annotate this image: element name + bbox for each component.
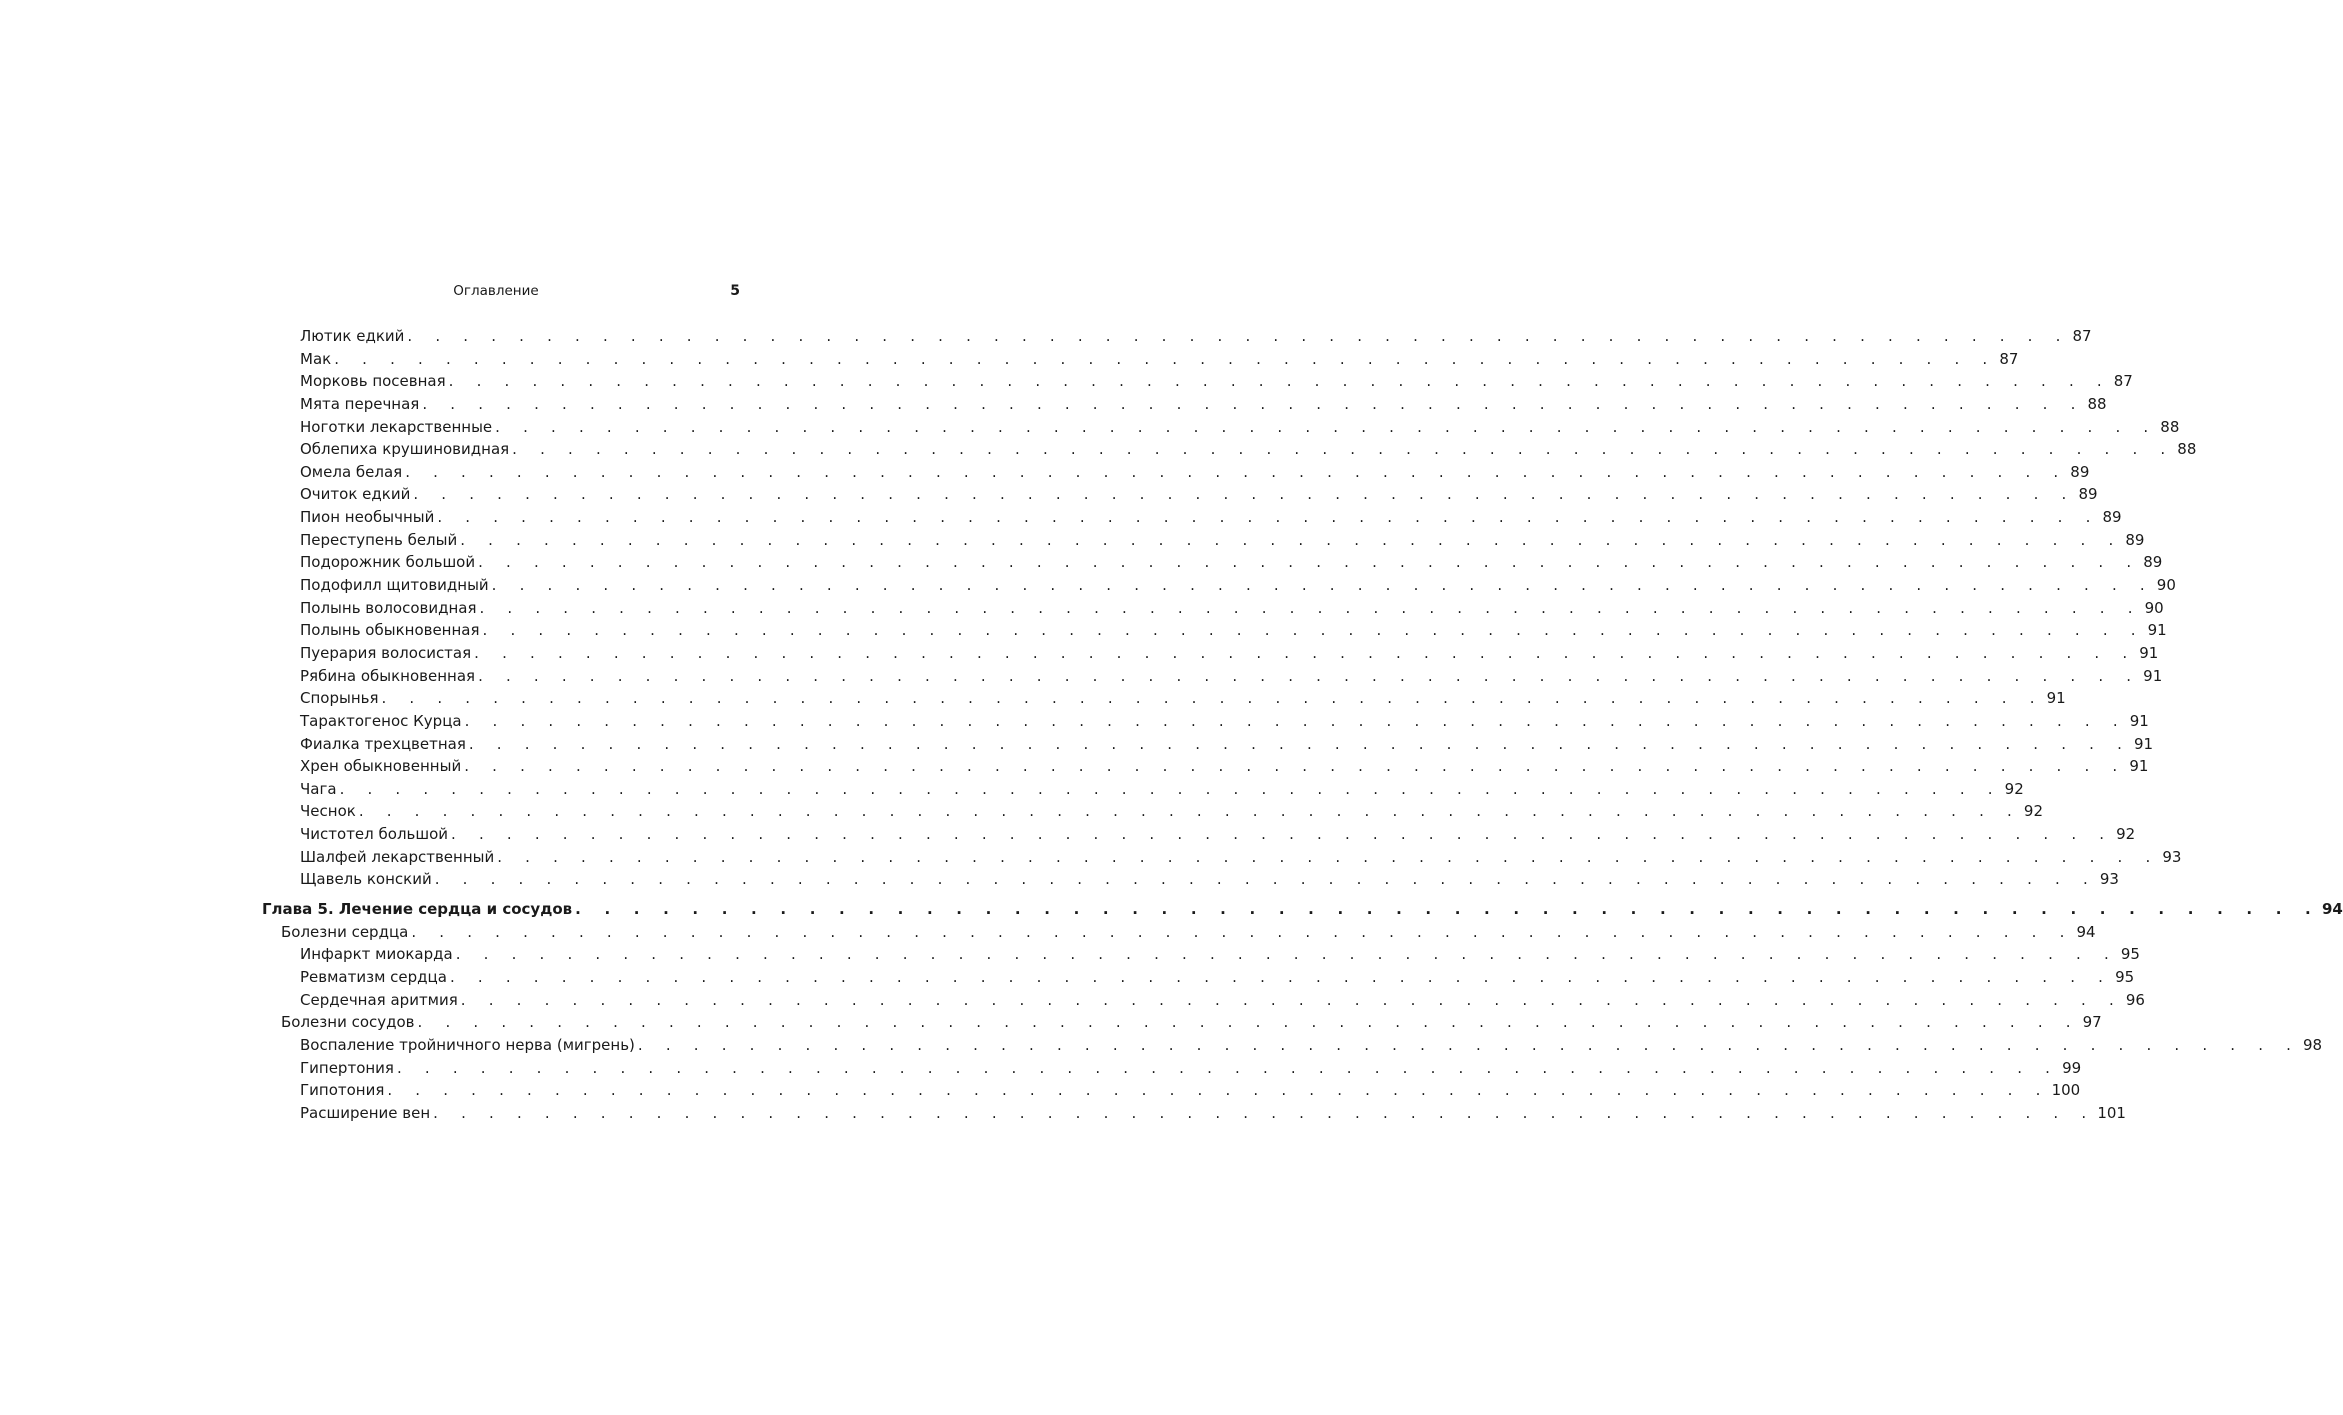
- toc-entry[interactable]: [262, 416, 2180, 439]
- dot-leader: . . . . . . . . . . . . . . . . . . . . . . . . . . . . . . . . . . . . . . . . . . . . . . . . . . . . . . . . . . . .: [339, 779, 2002, 798]
- toc-entry-title: Облепиха крушиновидная: [300, 440, 510, 459]
- toc-entry[interactable]: [262, 574, 2176, 597]
- toc-entry-page-number: 94: [2076, 922, 2096, 941]
- toc-entry[interactable]: [262, 665, 2163, 688]
- dot-leader: . . . . . . . . . . . . . . . . . . . . . . . . . . . . . . . . . . . . . . . . . . . . . . . . . . . . . . . . . . . .: [413, 485, 2076, 504]
- toc-entry-page-number: 89: [2070, 462, 2090, 481]
- toc-entry-title: Шалфей лекарственный: [300, 847, 495, 866]
- dot-leader: . . . . . . . . . . . . . . . . . . . . . . . . . . . . . . . . . . . . . . . . . . . . . . . . . . . . . . . . . . . .: [479, 598, 2142, 617]
- dot-leader: . . . . . . . . . . . . . . . . . . . . . . . . . . . . . . . . . . . . . . . . . . . . . . . . . . . . . . . . . . . .: [437, 508, 2100, 527]
- toc-entry-page-number: 98: [2303, 1035, 2323, 1054]
- dot-leader: . . . . . . . . . . . . . . . . . . . . . . . . . . . . . . . . . . . . . . . . . . . . . . . . . . . . . . . . . . . .: [407, 327, 2070, 345]
- toc-entry-page-number: 95: [2115, 967, 2135, 986]
- toc-entry-title: Полынь обыкновенная: [300, 621, 480, 640]
- toc-entry-title: Подорожник большой: [300, 553, 476, 572]
- toc-entry[interactable]: [262, 461, 2090, 484]
- toc-entry-title: Переступень белый: [300, 530, 458, 549]
- toc-entry-title: Пуерария волосистая: [300, 643, 472, 662]
- dot-leader: . . . . . . . . . . . . . . . . . . . . . . . . . . . . . . . . . . . . . . . . . . . . . . . . . . . . . . . . . . . .: [433, 1103, 2096, 1122]
- toc-entry-page-number: 90: [2156, 576, 2176, 595]
- toc-entry-title: Полынь волосовидная: [300, 598, 477, 617]
- toc-entry-title: Воспаление тройничного нерва (мигрень): [300, 1035, 635, 1054]
- toc-entry-title: Инфаркт миокарда: [300, 945, 453, 964]
- toc-entry-title: Щавель конский: [300, 870, 432, 889]
- toc-entry-title: Расширение вен: [300, 1103, 431, 1122]
- dot-leader: . . . . . . . . . . . . . . . . . . . . . . . . . . . . . . . . . . . . . . . . . . . . . . . . . . . . . . . . . . . .: [455, 945, 2118, 964]
- toc-entry-title: Чага: [300, 779, 337, 798]
- table-of-contents: [262, 325, 2343, 1124]
- toc-entry-title: Гипертония: [300, 1058, 394, 1077]
- dot-leader: . . . . . . . . . . . . . . . . . . . . . . . . . . . . . . . . . . . . . . . . . . . . . . . . . . . . . . . . . . . .: [575, 900, 2320, 919]
- dot-leader: . . . . . . . . . . . . . . . . . . . . . . . . . . . . . . . . . . . . . . . . . . . . . . . . . . . . . . . . . . . .: [464, 757, 2127, 776]
- toc-entry-page-number: 91: [2129, 711, 2149, 730]
- toc-entry-page-number: 89: [2102, 508, 2122, 527]
- toc-entry[interactable]: [262, 597, 2164, 620]
- dot-leader: . . . . . . . . . . . . . . . . . . . . . . . . . . . . . . . . . . . . . . . . . . . . . . . . . . . . . . . . . . . .: [434, 870, 2097, 889]
- toc-entry-title: Болезни сердца: [281, 922, 409, 941]
- toc-entry-page-number: 91: [2129, 757, 2149, 776]
- toc-section-entry[interactable]: [262, 1011, 2102, 1034]
- toc-entry[interactable]: [262, 800, 2044, 823]
- toc-entry[interactable]: [262, 755, 2149, 778]
- dot-leader: . . . . . . . . . . . . . . . . . . . . . . . . . . . . . . . . . . . . . . . . . . . . . . . . . . . . . . . . . . . .: [474, 643, 2137, 662]
- toc-entry-title: Рябина обыкновенная: [300, 666, 476, 685]
- toc-entry-page-number: 91: [2133, 734, 2154, 753]
- toc-entry[interactable]: [262, 710, 2149, 733]
- running-head: [262, 281, 740, 301]
- toc-entry-page-number: 88: [2160, 417, 2180, 436]
- toc-entry-page-number: 101: [2097, 1103, 2126, 1122]
- toc-entry-title: Гипотония: [300, 1081, 385, 1100]
- dot-leader: . . . . . . . . . . . . . . . . . . . . . . . . . . . . . . . . . . . . . . . . . . . . . . . . . . . . . . . . . . . .: [464, 711, 2127, 730]
- toc-entry[interactable]: [262, 687, 2066, 710]
- toc-entry[interactable]: [262, 370, 2133, 393]
- toc-entry[interactable]: [262, 823, 2136, 846]
- dot-leader: . . . . . . . . . . . . . . . . . . . . . . . . . . . . . . . . . . . . . . . . . . . . . . . . . . . . . . . . . . . .: [422, 394, 2085, 413]
- toc-entry[interactable]: [262, 1034, 2323, 1057]
- toc-entry[interactable]: [262, 778, 2024, 801]
- toc-entry[interactable]: [262, 619, 2167, 642]
- toc-entry-page-number: 91: [2143, 666, 2163, 685]
- dot-leader: . . . . . . . . . . . . . . . . . . . . . . . . . . . . . . . . . . . . . . . . . . . . . . . . . . . . . . . . . . . .: [460, 530, 2123, 549]
- toc-entry-page-number: 88: [2177, 440, 2197, 459]
- toc-entry-title: Омела белая: [300, 462, 403, 481]
- dot-leader: . . . . . . . . . . . . . . . . . . . . . . . . . . . . . . . . . . . . . . . . . . . . . . . . . . . . . . . . . . . .: [468, 734, 2132, 753]
- dot-leader: . . . . . . . . . . . . . . . . . . . . . . . . . . . . . . . . . . . . . . . . . . . . . . . . . . . . . . . . . . . .: [478, 666, 2141, 685]
- dot-leader: . . . . . . . . . . . . . . . . . . . . . . . . . . . . . . . . . . . . . . . . . . . . . . . . . . . . . . . . . . . .: [411, 922, 2074, 941]
- toc-entry-title: Лютик едкий: [300, 327, 405, 345]
- toc-entry-title: Мак: [300, 349, 332, 368]
- toc-entry-page-number: 90: [2144, 598, 2164, 617]
- toc-entry-page-number: 89: [2143, 553, 2163, 572]
- dot-leader: . . . . . . . . . . . . . . . . . . . . . . . . . . . . . . . . . . . . . . . . . . . . . . . . . . . . . . . . . . . .: [396, 1058, 2060, 1077]
- toc-entry[interactable]: [262, 846, 2182, 869]
- toc-entry-title: Хрен обыкновенный: [300, 757, 462, 776]
- dot-leader: . . . . . . . . . . . . . . . . . . . . . . . . . . . . . . . . . . . . . . . . . . . . . . . . . . . . . . . . . . . .: [637, 1035, 2301, 1054]
- toc-entry[interactable]: [262, 551, 2163, 574]
- toc-entry[interactable]: [262, 529, 2145, 552]
- toc-entry-title: Болезни сосудов: [281, 1013, 415, 1032]
- toc-entry-title: Морковь посевная: [300, 372, 446, 391]
- dot-leader: . . . . . . . . . . . . . . . . . . . . . . . . . . . . . . . . . . . . . . . . . . . . . . . . . . . . . . . . . . . .: [381, 689, 2044, 708]
- toc-entry-page-number: 95: [2120, 945, 2140, 964]
- toc-entry[interactable]: [262, 348, 2019, 371]
- dot-leader: . . . . . . . . . . . . . . . . . . . . . . . . . . . . . . . . . . . . . . . . . . . . . . . . . . . . . . . . . . . .: [491, 576, 2154, 595]
- dot-leader: . . . . . . . . . . . . . . . . . . . . . . . . . . . . . . . . . . . . . . . . . . . . . . . . . . . . . . . . . . . .: [478, 553, 2141, 572]
- toc-entry-page-number: 91: [2147, 621, 2167, 640]
- dot-leader: . . . . . . . . . . . . . . . . . . . . . . . . . . . . . . . . . . . . . . . . . . . . . . . . . . . . . . . . . . . .: [417, 1013, 2080, 1032]
- toc-entry[interactable]: [262, 1057, 2082, 1080]
- dot-leader: . . . . . . . . . . . . . . . . . . . . . . . . . . . . . . . . . . . . . . . . . . . . . . . . . . . . . . . . . . . .: [512, 440, 2175, 459]
- toc-entry[interactable]: [262, 966, 2135, 989]
- toc-chapter-entry[interactable]: [262, 898, 2343, 921]
- toc-entry-page-number: 88: [2087, 394, 2107, 413]
- toc-entry[interactable]: [262, 943, 2140, 966]
- toc-entry[interactable]: [262, 325, 2092, 348]
- dot-leader: . . . . . . . . . . . . . . . . . . . . . . . . . . . . . . . . . . . . . . . . . . . . . . . . . . . . . . . . . . . .: [495, 417, 2158, 436]
- toc-entry[interactable]: [262, 733, 2154, 756]
- toc-entry-page-number: 87: [2113, 372, 2133, 391]
- toc-entry[interactable]: [262, 989, 2145, 1012]
- toc-entry-page-number: 87: [2072, 327, 2092, 345]
- toc-entry-title: Подофилл щитовидный: [300, 576, 489, 595]
- toc-entry-page-number: 93: [2099, 870, 2119, 889]
- dot-leader: . . . . . . . . . . . . . . . . . . . . . . . . . . . . . . . . . . . . . . . . . . . . . . . . . . . . . . . . . . . .: [448, 372, 2111, 391]
- dot-leader: . . . . . . . . . . . . . . . . . . . . . . . . . . . . . . . . . . . . . . . . . . . . . . . . . . . . . . . . . . . .: [334, 349, 1997, 368]
- dot-leader: . . . . . . . . . . . . . . . . . . . . . . . . . . . . . . . . . . . . . . . . . . . . . . . . . . . . . . . . . . . .: [482, 621, 2145, 640]
- toc-entry-title: Ревматизм сердца: [300, 967, 447, 986]
- dot-leader: . . . . . . . . . . . . . . . . . . . . . . . . . . . . . . . . . . . . . . . . . . . . . . . . . . . . . . . . . . . .: [451, 825, 2114, 844]
- toc-entry-title: Спорынья: [300, 689, 379, 708]
- dot-leader: . . . . . . . . . . . . . . . . . . . . . . . . . . . . . . . . . . . . . . . . . . . . . . . . . . . . . . . . . . . .: [387, 1081, 2050, 1100]
- toc-entry[interactable]: [262, 438, 2197, 461]
- toc-entry-title: Тарактогенос Курца: [300, 711, 462, 730]
- toc-entry[interactable]: [262, 1102, 2126, 1125]
- toc-section-entry[interactable]: [262, 921, 2096, 944]
- toc-entry-title: Чистотел большой: [300, 825, 449, 844]
- dot-leader: . . . . . . . . . . . . . . . . . . . . . . . . . . . . . . . . . . . . . . . . . . . . . . . . . . . . . . . . . . . .: [405, 462, 2068, 481]
- toc-entry-page-number: 96: [2125, 990, 2145, 1009]
- toc-entry-page-number: 92: [2004, 779, 2024, 798]
- toc-entry-page-number: 92: [2116, 825, 2136, 844]
- toc-entry-title: Ноготки лекарственные: [300, 417, 493, 436]
- dot-leader: . . . . . . . . . . . . . . . . . . . . . . . . . . . . . . . . . . . . . . . . . . . . . . . . . . . . . . . . . . . .: [358, 802, 2022, 821]
- toc-entry-page-number: 97: [2082, 1013, 2102, 1032]
- toc-entry-page-number: 91: [2139, 643, 2159, 662]
- page-number: 5: [730, 283, 740, 299]
- toc-entry[interactable]: [262, 1079, 2081, 1102]
- toc-entry-title: Мята перечная: [300, 394, 420, 413]
- toc-entry[interactable]: [262, 483, 2098, 506]
- toc-entry-title: Глава 5. Лечение сердца и сосудов: [262, 900, 573, 919]
- dot-leader: . . . . . . . . . . . . . . . . . . . . . . . . . . . . . . . . . . . . . . . . . . . . . . . . . . . . . . . . . . . .: [460, 990, 2123, 1009]
- dot-leader: . . . . . . . . . . . . . . . . . . . . . . . . . . . . . . . . . . . . . . . . . . . . . . . . . . . . . . . . . . . .: [497, 847, 2160, 866]
- toc-entry[interactable]: [262, 642, 2159, 665]
- toc-entry-title: Очиток едкий: [300, 485, 411, 504]
- toc-entry[interactable]: [262, 506, 2122, 529]
- toc-entry-page-number: 92: [2023, 802, 2044, 821]
- toc-entry-page-number: 91: [2046, 689, 2066, 708]
- toc-entry[interactable]: [262, 393, 2107, 416]
- running-title: Оглавление: [453, 283, 539, 299]
- toc-entry-title: Чеснок: [300, 802, 356, 821]
- toc-entry-title: Пион необычный: [300, 508, 435, 527]
- toc-entry-page-number: 87: [1999, 349, 2019, 368]
- toc-entry-page-number: 99: [2062, 1058, 2082, 1077]
- toc-entry-page-number: 89: [2078, 485, 2098, 504]
- toc-entry-page-number: 93: [2162, 847, 2182, 866]
- toc-entry[interactable]: [262, 868, 2119, 891]
- dot-leader: . . . . . . . . . . . . . . . . . . . . . . . . . . . . . . . . . . . . . . . . . . . . . . . . . . . . . . . . . . . .: [449, 967, 2113, 986]
- toc-entry-page-number: 100: [2051, 1081, 2081, 1100]
- toc-entry-title: Сердечная аритмия: [300, 990, 458, 1009]
- toc-entry-page-number: 89: [2125, 530, 2145, 549]
- toc-entry-page-number: 94: [2321, 900, 2343, 919]
- toc-entry-title: Фиалка трехцветная: [300, 734, 466, 753]
